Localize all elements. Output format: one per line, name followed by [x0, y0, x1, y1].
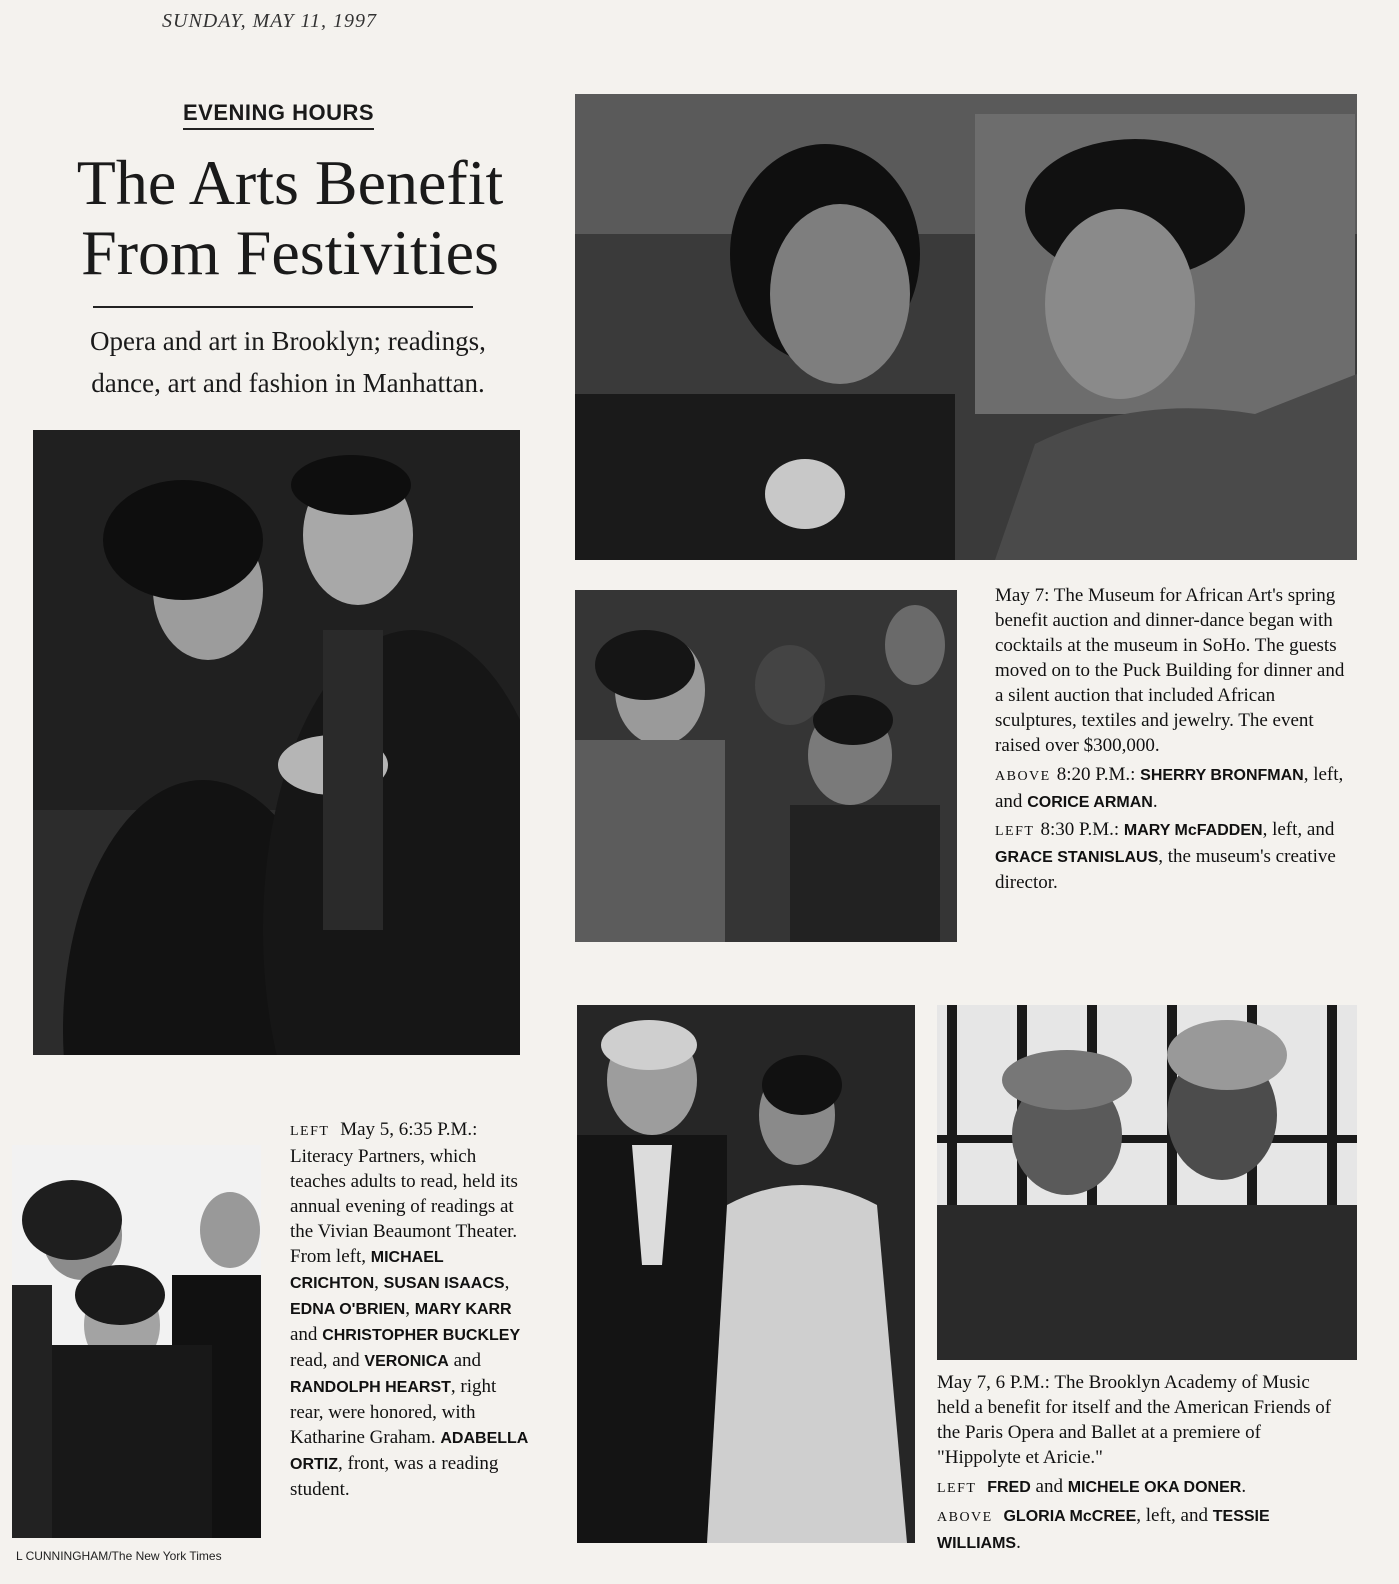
caption-text: ,: [405, 1298, 410, 1319]
caption-museum-above: [995, 762, 1353, 815]
caption-name: SHERRY BRONFMAN: [1140, 767, 1304, 784]
caption-text: .: [1016, 1532, 1021, 1553]
caption-label: LEFT: [937, 1481, 977, 1496]
caption-text: , left, and: [1136, 1505, 1208, 1526]
caption-text: , right rear, were honored, with Katharine Graham.: [290, 1376, 497, 1448]
caption-museum-body: May 7: The Museum for African Art's spring benefit auction and dinner-dance began with cocktails at the museum in SoHo. The guests moved on to the Puck Building for dinner and a silent auction that included African sculptures, textiles and jewelry. The event raised over $300,000.: [995, 585, 1345, 756]
headline-rule: [93, 306, 473, 308]
caption-name: GLORIA McCREE: [1003, 1508, 1137, 1525]
deck-line-1: Opera and art in Brooklyn; readings,: [90, 326, 486, 356]
caption-text: , left, and: [995, 764, 1344, 812]
caption-brooklyn-above: [937, 1503, 1347, 1556]
caption-museum-for-african-art: [995, 583, 1353, 895]
caption-name: MICHELE OKA DONER: [1067, 1479, 1242, 1496]
headline-line-1: The Arts Benefit: [76, 147, 504, 218]
caption-text: , left, and: [1262, 819, 1335, 840]
headline-line-2: From Festivities: [81, 217, 499, 288]
caption-text: and: [1035, 1476, 1063, 1497]
caption-time: 8:30 P.M.:: [1040, 819, 1120, 840]
caption-name: GRACE STANISLAUS: [995, 849, 1159, 866]
caption-text: and: [290, 1324, 318, 1345]
caption-label: LEFT: [290, 1124, 330, 1139]
deck-line-2: dance, art and fashion in Manhattan.: [91, 368, 485, 398]
photo-two-women-laughing: [575, 94, 1357, 560]
caption-literacy-partners: [290, 1117, 528, 1502]
caption-time: 8:20 P.M.:: [1056, 764, 1136, 785]
caption-brooklyn-body: May 7, 6 P.M.: The Brooklyn Academy of Music held a benefit for itself and the American Friends of the Paris Opera and Ballet at a premiere of "Hippolyte et Aricie.": [937, 1372, 1332, 1468]
photo-dancing-couple: [33, 430, 520, 1055]
caption-name: RANDOLPH HEARST: [290, 1379, 451, 1396]
caption-name: ADABELLA ORTIZ: [290, 1430, 528, 1473]
caption-brooklyn-left: [937, 1474, 1347, 1501]
caption-name: CHRISTOPHER BUCKLEY: [322, 1327, 521, 1344]
caption-brooklyn-academy: [937, 1370, 1347, 1556]
caption-text: .: [1241, 1476, 1247, 1497]
section-kicker: EVENING HOURS: [183, 100, 374, 130]
caption-name: MARY KARR: [414, 1301, 512, 1318]
caption-text: ,: [374, 1272, 379, 1293]
photo-gloria-mccree-and-tessie-williams: [937, 1005, 1357, 1360]
caption-text: May 5, 6:35 P.M.: Literacy Partners, which teaches adults to read, held its annual evening of readings at the Vivian Beaumont Theater. From left,: [290, 1119, 518, 1267]
deck: [38, 320, 538, 404]
caption-name: SUSAN ISAACS: [383, 1275, 505, 1292]
caption-label: ABOVE: [995, 769, 1051, 784]
caption-text: , the museum's creative director.: [995, 846, 1336, 893]
caption-name: EDNA O'BRIEN: [290, 1301, 406, 1318]
photo-fred-and-michele-oka-doner: [577, 1005, 915, 1543]
photo-credit: L CUNNINGHAM/The New York Times: [16, 1549, 222, 1563]
caption-label: ABOVE: [937, 1510, 993, 1525]
caption-text: , front, was a reading student.: [290, 1453, 499, 1500]
dateline: SUNDAY, MAY 11, 1997: [162, 10, 378, 32]
headline: [40, 148, 540, 288]
caption-text: and: [453, 1350, 482, 1371]
photo-museum-guests: [575, 590, 957, 942]
caption-label: LEFT: [995, 824, 1035, 839]
caption-name: VERONICA: [364, 1353, 449, 1370]
caption-name: FRED: [987, 1479, 1031, 1496]
caption-name: TESSIE WILLIAMS: [937, 1508, 1270, 1552]
caption-name: MICHAEL CRICHTON: [290, 1249, 444, 1292]
caption-name: CORICE ARMAN: [1027, 794, 1153, 811]
caption-text: .: [1152, 791, 1158, 812]
photo-literacy-partners-group: [12, 1145, 261, 1538]
caption-text: ,: [504, 1272, 510, 1293]
caption-text: read, and: [290, 1350, 360, 1371]
caption-museum-left: [995, 817, 1353, 895]
caption-name: MARY McFADDEN: [1123, 822, 1263, 839]
